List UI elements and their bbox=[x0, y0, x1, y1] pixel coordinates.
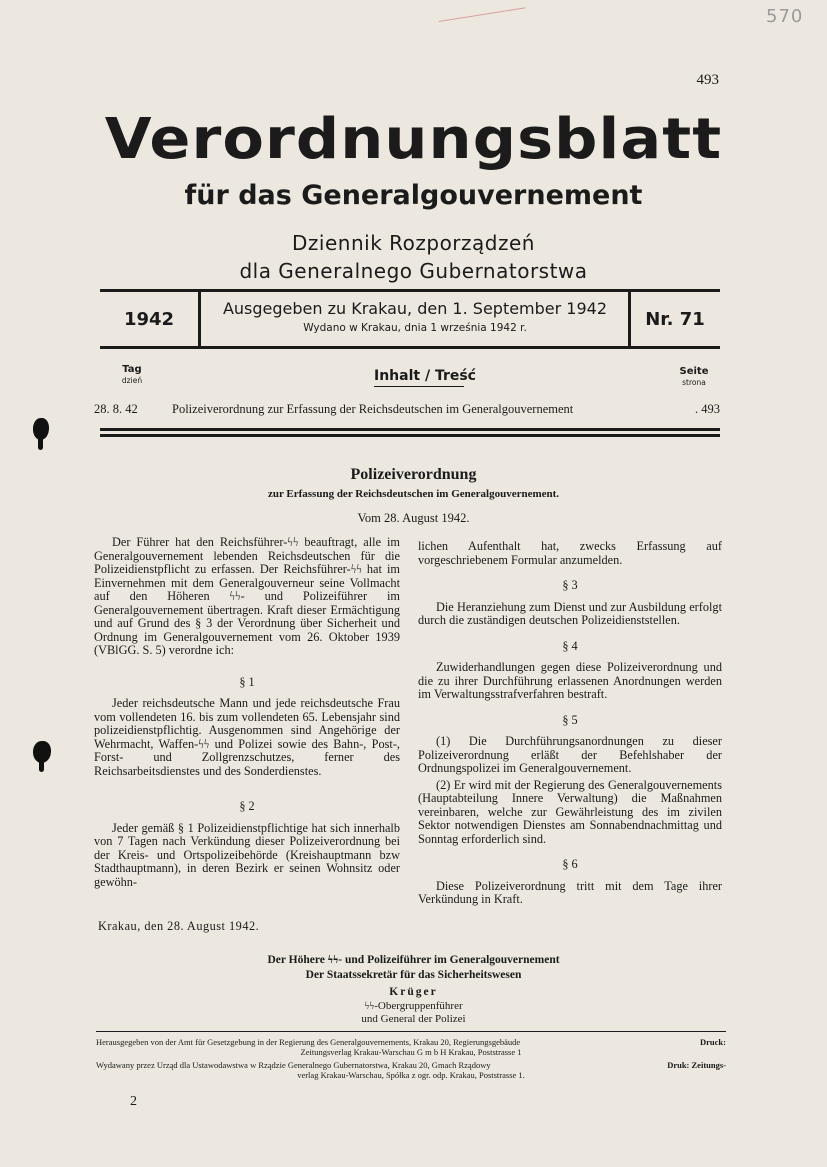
toc-page-label-pl: strona bbox=[682, 378, 706, 387]
toc-rule-thick-2 bbox=[100, 434, 720, 437]
toc-entry-date: 28. 8. 42 bbox=[94, 402, 138, 416]
section-5-text-2: (2) Er wird mit der Regierung des Generalgouvernements (Hauptabteilung Innere Verwaltung) die Maßnahmen vereinbaren, welche zur Gewährleistung des im zivilen Sektor notwendigen Dienstes am Sonnabendnachmittag und Sonntag erforderlich sind. bbox=[418, 777, 722, 846]
issue-date-polish: Wydano w Krakau, dnia 1 września 1942 r. bbox=[303, 322, 527, 334]
signature-office-line1: Der Höhere ϟϟ- und Polizeiführer im Generalgouvernement bbox=[267, 954, 560, 966]
footer-german-printer: Zeitungsverlag Krakau-Warschau G m b H Krakau, Poststrasse 1 bbox=[300, 1046, 522, 1057]
signature-name: Krüger bbox=[389, 986, 438, 998]
toc-day-label-pl: dzień bbox=[121, 376, 143, 385]
section-3-label: § 3 bbox=[562, 578, 578, 592]
binding-hole-mark-bottom-tail bbox=[39, 758, 44, 772]
section-6-label: § 6 bbox=[562, 857, 578, 871]
issue-number: Nr. 71 bbox=[645, 309, 705, 330]
footer-german bbox=[96, 1038, 726, 1057]
handwritten-archive-number: 570 bbox=[766, 6, 804, 27]
section-4-text: Zuwiderhandlungen gegen diese Polizeiverordnung und die zu ihrer Durchführung erlassenen Anordnungen werden im Verwaltungsstrafverfahren bestraft. bbox=[418, 660, 722, 701]
toc-entry bbox=[94, 402, 720, 417]
ordinance-subtitle: zur Erfassung der Reichsdeutschen im Generalgouvernement. bbox=[267, 488, 560, 500]
masthead-polish-line1: Dziennik Rozporządzeń bbox=[292, 231, 535, 255]
signature-rank: ϟϟ-Obergruppenführer bbox=[364, 1000, 463, 1012]
masthead-polish-line2: dla Generalnego Gubernatorstwa bbox=[239, 259, 588, 283]
section-2-text: Jeder gemäß § 1 Polizeidienstpflichtige hat sich innerhalb von 7 Tagen nach Verkündung dieser Polizeiverordnung bei der Kreis- und Ortspolizeibehörde (Kreishauptmann bzw Stadthauptmann), in deren Bezirk er seinen Wohnsitz oder gewöhn- bbox=[94, 820, 400, 889]
preamble: Der Führer hat den Reichsführer-ϟϟ beauftragt, alle im Generalgouvernement lebenden Reichsdeutschen für die Polizeidienstpflicht zu erfassen. Der Reichsführer-ϟϟ hat im Einvernehmen mit dem Generalgouverneur seine Vollmacht auf den Höheren ϟϟ- und Polizeiführer im Generalgouvernement übertragen. Kraft dieser Ermächtigung und auf Grund des § 3 der Verordnung über Sicherheit und Ordnung im Generalgouvernement vom 26. Oktober 1939 (VBlGG. S. 5) verordne ich: bbox=[94, 535, 400, 657]
page-number: 493 bbox=[696, 72, 719, 88]
binding-hole-mark-top-tail bbox=[38, 436, 43, 450]
issue-box bbox=[100, 291, 720, 347]
toc-entry-page: . 493 bbox=[695, 402, 720, 416]
section-2-label: § 2 bbox=[239, 799, 255, 813]
toc-rule-thick-1 bbox=[100, 428, 720, 431]
signature-rank-2: und General der Polizei bbox=[361, 1013, 466, 1025]
footer-polish-publisher: Wydawany przez Urząd dla Ustawodawstwa w Rządzie Generalnego Gubernatorstwa, Krakau 20, Gmach Rządowy bbox=[96, 1060, 491, 1070]
pencil-mark bbox=[439, 7, 530, 43]
issue-year: 1942 bbox=[123, 309, 175, 330]
section-1-label: § 1 bbox=[239, 674, 255, 689]
issue-box-bottom-rule bbox=[100, 346, 720, 349]
footer-rule bbox=[96, 1031, 726, 1032]
section-3-text: Die Heranziehung zum Dienst und zur Ausbildung erfolgt durch die zuständigen deutschen Polizeidienststellen. bbox=[418, 599, 722, 627]
footer-polish bbox=[96, 1061, 726, 1080]
section-5-label: § 5 bbox=[562, 712, 578, 727]
issue-date-german: Ausgegeben zu Krakau, den 1. September 1942 bbox=[222, 299, 608, 318]
ordinance-title: Polizeiverordnung bbox=[350, 466, 477, 483]
toc-heading-underline bbox=[374, 386, 464, 387]
footer-polish-printer: verlag Krakau-Warschau, Spółka z ogr. odp. Krakau, Poststrasse 1. bbox=[297, 1069, 525, 1080]
section-1-text: Jeder reichsdeutsche Mann und jede reichsdeutsche Frau vom vollendeten 16. bis zum vollendeten 65. Lebensjahr sind polizeidienstpflichtig. Ausgenommen sind Angehörige der Wehrmacht, Waffen-ϟϟ und Polizei sowie des Bahn-, Post-, Forst- und Zollgrenzschutzes, ferner des Reichsarbeitsdienstes und des Sonderdienstes. bbox=[94, 696, 400, 778]
section-5-text-1: (1) Die Durchführungsanordnungen zu dieser Polizeiverordnung erläßt der Befehlshaber der Ordnungspolizei im Generalgouvernement. bbox=[418, 734, 722, 775]
footer-polish-printer-label: Druk: Zeitungs- bbox=[667, 1060, 726, 1070]
footer-german-publisher: Herausgegeben von der Amt für Gesetzgebung in der Regierung des Generalgouvernements, Krakau 20, Regierungsgebäude bbox=[96, 1037, 521, 1047]
toc-entry-text: Polizeiverordnung zur Erfassung der Reichsdeutschen im Generalgouvernement bbox=[172, 402, 574, 416]
footer-german-printer-label: Druck: bbox=[700, 1037, 726, 1047]
toc-page-header bbox=[672, 366, 716, 388]
column-right bbox=[418, 540, 722, 907]
toc-day-label: Tag bbox=[122, 364, 142, 375]
masthead-title: Verordnungsblatt bbox=[104, 107, 723, 172]
place-date: Krakau, den 28. August 1942. bbox=[98, 919, 260, 933]
section-4-label: § 4 bbox=[562, 638, 578, 653]
ordinance-date: Vom 28. August 1942. bbox=[357, 511, 470, 525]
toc-day-header bbox=[112, 364, 152, 386]
section-6-text: Diese Polizeiverordnung tritt mit dem Tage ihrer Verkündung in Kraft. bbox=[418, 878, 722, 906]
issue-dates bbox=[200, 299, 630, 334]
section-2-continuation: lichen Aufenthalt hat, zwecks Erfassung auf vorgeschriebenem Formular anzumelden. bbox=[418, 539, 722, 567]
toc-heading: Inhalt / Treść bbox=[374, 368, 476, 384]
sheet-number: 2 bbox=[130, 1094, 137, 1109]
masthead-subtitle: für das Generalgouvernement bbox=[184, 180, 643, 211]
column-left bbox=[94, 536, 400, 889]
signature-office-line2: Der Staatssekretär für das Sicherheitswesen bbox=[305, 969, 522, 981]
toc-page-label: Seite bbox=[679, 366, 709, 377]
